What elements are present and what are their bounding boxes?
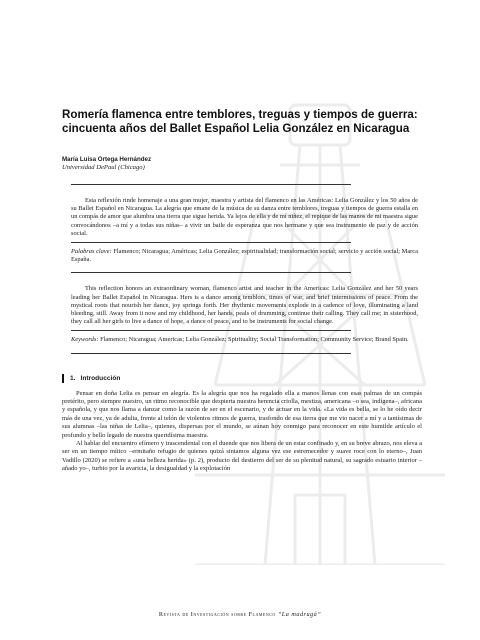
author-affiliation: Universidad DePaul (Chicago) xyxy=(62,164,145,171)
divider xyxy=(71,330,351,331)
section-number: 1. xyxy=(70,374,76,382)
divider xyxy=(71,272,351,273)
body-text xyxy=(62,390,422,474)
divider xyxy=(71,184,351,185)
article-title: Romería flamenca entre temblores, treguas y tiempos de guerra: cincuenta años del Ballet Español Lelia González en Nicaragua xyxy=(62,108,418,135)
keywords-text: Flamenco; Nicaragua; Américas; Lelia González; espiritualidad; transformación social; servicio y acción social; Marca España. xyxy=(71,248,418,264)
divider xyxy=(71,353,351,354)
section-title: Introducción xyxy=(80,374,121,382)
section-marker xyxy=(62,374,64,383)
abstract-spanish: Esta reflexión rinde homenaje a una gran mujer, maestra y artista del flamenco en las Américas: Lelia González y los 50 años de su Ballet Español en Nicaragua. La alegría que emane de la música de su danza entre temblores, treguas y tiempos de guerra estalla en un compás de amor que alumbra una tierra que sigue herida. Ya lejos de ella y de mí niñez, el repique de las manos de mi maestra sigue convocándonos –a mí y a todas sus niñas– a vivir un baile de esperanza que nos hermane y que sea instrumento de paz y de acción social. xyxy=(71,197,418,237)
keywords-label: Keywords: xyxy=(71,336,99,344)
divider xyxy=(71,242,351,243)
body-paragraph: Al hablar del encuentro efímero y trascendental con el duende que nos libera de un estar confinado y, en su breve abrazo, nos eleva a ser en un tiempo mítico –ermitaño refugio de quienes quizá sintamos alguna vez ese estremecedor y suave roce con lo eterno–, Juan Vadillo (2020) se refiere a «una belleza herida» (p. 2), producto del destierro del ser de su plenitud natural, su sagrado estuario interior –añado yo–, turbio por la avaricia, la desigualdad y la explotación xyxy=(62,440,422,473)
abstract-english: This reflection honors an extraordinary woman, flamenco artist and teacher in the Americas: Lelia González and her 50 years leading her Ballet Español in Nicaragua. Hers is a dance among temblors, times of war, and brief intermissions of peace. From the mystical roots that nourish her dance, joy springs forth. Her rhythmic movements explode in a cadence of love, illuminating a land bleeding, still. Away from it now and my childhood, her hands, peals of drumming, continue their calling. They call me; in sisterhood, they call all her girls to live a dance of hope, a dance of peace, and to be instruments for social change. xyxy=(71,285,418,326)
article-content xyxy=(62,108,422,474)
journal-name: Revista de Investigación sobre Flamenco xyxy=(158,611,276,618)
body-paragraph: Pensar en doña Lelia es pensar en alegría. Es la alegría que nos ha regalado ella a manos llenas con esas palmas de un compás pretérito, pero siempre nuestro, un ritmo reconocible que despierta nuestra herencia criolla, mestiza, americana –o sea, indígena–, africana y española, y que nos llama a danzar como la razón de ser en el escenario, y de actuar en la vida. «La vida es bella, se lo he oído decir más de una vez, ya de adulta, frente al telón de violentos ritmos de guerra, trasfondo de esa tierra que me vio nacer a mí y a tantísimas de sus alumnas –las niñas de Lelia–, quienes, dispersas por el mundo, se aúnan hoy conmigo para reconocer en este humilde artículo el profundo y bello legado de nuestra queridísima maestra. xyxy=(62,389,422,439)
keywords-text: Flamenco; Nicaragua; Americas; Lelia González; Spirituality; Social Transformation; Community Service; Brand Spain. xyxy=(100,336,409,344)
keywords-label: Palabras clave: xyxy=(71,248,112,256)
journal-quote: “La madrugá” xyxy=(277,611,322,618)
keywords-english xyxy=(71,336,418,344)
keywords-spanish xyxy=(71,248,418,264)
page-footer xyxy=(0,611,480,618)
author-name: María Luisa Ortega Hernández xyxy=(62,156,152,163)
section-heading xyxy=(62,374,422,383)
